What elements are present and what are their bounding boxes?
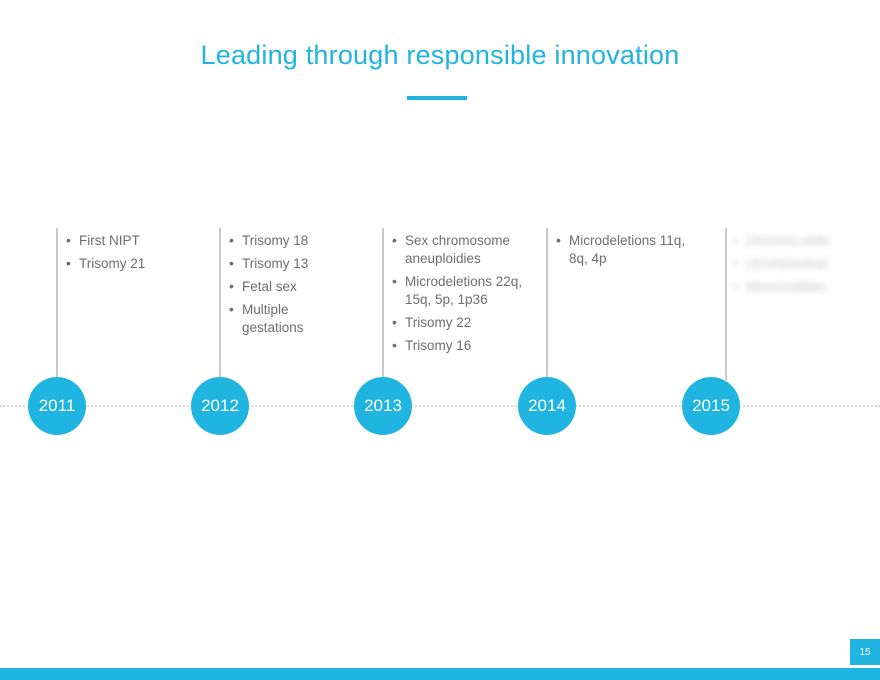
timeline-year-label: 2012 <box>201 396 239 415</box>
timeline-year-label: 2014 <box>528 396 566 415</box>
list-item: • Trisomy 22 <box>392 314 542 332</box>
timeline-year-label: 2015 <box>692 396 730 415</box>
timeline-year-label: 2013 <box>364 396 402 415</box>
timeline-node-2012[interactable] <box>191 377 249 435</box>
timeline-items-2015 <box>733 232 873 301</box>
list-item: • Sex chromosome aneuploidies <box>392 232 542 268</box>
list-item: • Fetal sex <box>229 278 341 296</box>
list-item: • Trisomy 21 <box>66 255 176 273</box>
timeline-stem <box>382 228 384 380</box>
timeline-node-2015[interactable] <box>682 377 740 435</box>
list-item: • abnormalities <box>733 278 873 296</box>
timeline-year-label: 2011 <box>38 396 76 415</box>
list-item: • Genome wide <box>733 232 873 250</box>
timeline-node-2014[interactable] <box>518 377 576 435</box>
timeline-stem <box>56 228 58 380</box>
timeline-stem <box>219 228 221 380</box>
timeline-axis <box>0 405 880 407</box>
timeline-stem <box>725 228 727 380</box>
list-item: • Microdeletions 22q, 15q, 5p, 1p36 <box>392 273 542 309</box>
title-underline <box>407 96 467 100</box>
timeline-items-2014 <box>556 232 686 273</box>
page-number-badge <box>850 639 880 665</box>
timeline-items-2011 <box>66 232 176 278</box>
timeline-items-2012 <box>229 232 341 342</box>
page-number-label: 15 <box>859 646 871 658</box>
list-item: • Trisomy 13 <box>229 255 341 273</box>
timeline-node-2013[interactable] <box>354 377 412 435</box>
page-title: Leading through responsible innovation <box>200 40 680 70</box>
timeline-node-2011[interactable] <box>28 377 86 435</box>
list-item: • Trisomy 16 <box>392 337 542 355</box>
list-item: • Multiple gestations <box>229 301 341 337</box>
list-item: • chromosomal <box>733 255 873 273</box>
list-item: • Microdeletions 11q, 8q, 4p <box>556 232 686 268</box>
list-item: • First NIPT <box>66 232 176 250</box>
top-divider <box>0 0 880 3</box>
footer-bar <box>0 668 880 680</box>
timeline-stem <box>546 228 548 380</box>
timeline-items-2013 <box>392 232 542 360</box>
list-item: • Trisomy 18 <box>229 232 341 250</box>
